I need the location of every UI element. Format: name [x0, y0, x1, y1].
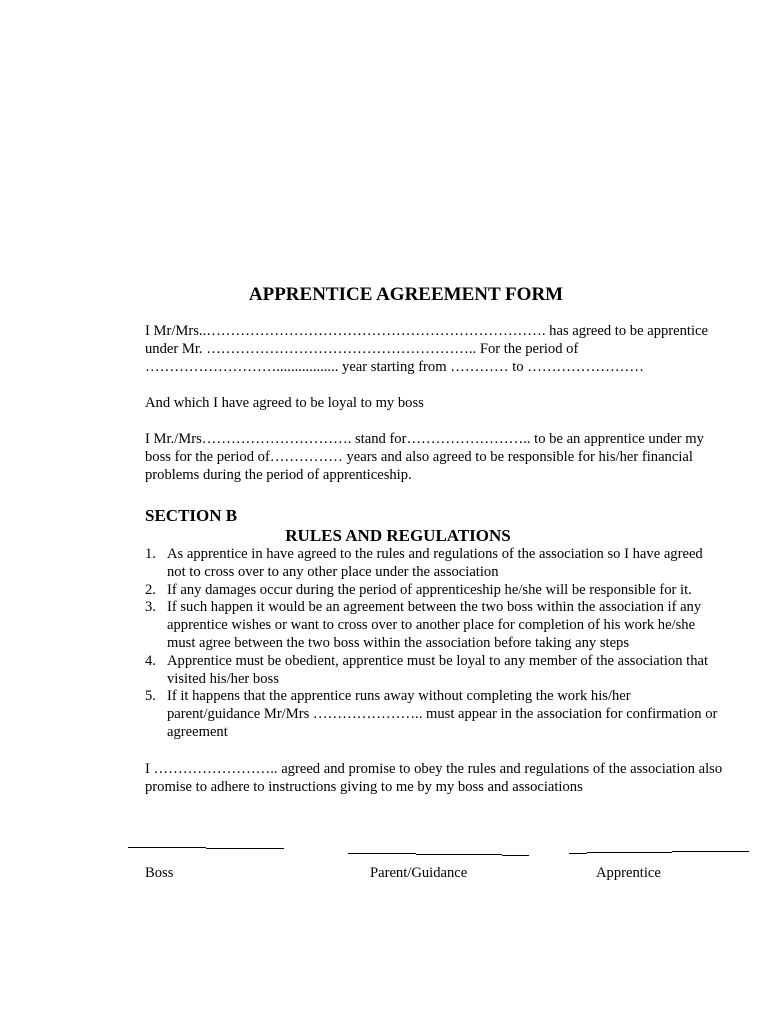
apprentice-signature-line-segment — [587, 852, 672, 853]
apprentice-signature-label: Apprentice — [596, 865, 661, 881]
parent-signature-label: Parent/Guidance — [370, 865, 468, 881]
parent-signature-line-segment — [416, 854, 502, 855]
loyalty-paragraph: And which I have agreed to be loyal to my boss — [145, 395, 424, 411]
list-number: 3. — [145, 599, 156, 616]
boss-signature-line-segment — [206, 848, 284, 849]
apprentice-signature-line-segment — [672, 851, 749, 852]
list-number: 1. — [145, 546, 156, 562]
apprentice-signature-line — [569, 853, 587, 854]
intro-paragraph: I Mr/Mrs..……………………………………………………………. has agreed to be apprentice under Mr. ……………………………………………….. For the period of ………………………................. year starting from ………… to …………………… — [145, 323, 708, 375]
list-number: 4. — [145, 652, 156, 669]
parent-signature-line-segment — [502, 855, 529, 856]
list-number: 5. — [145, 688, 156, 705]
rule-text: Apprentice must be obedient, apprentice must be loyal to any member of the association that visited his/her boss — [167, 652, 709, 687]
rule-text: If any damages occur during the period of apprenticeship he/she will be responsible for it. — [167, 581, 692, 598]
boss-signature-line — [128, 847, 206, 848]
list-item — [145, 582, 720, 600]
section-b-heading: SECTION B — [145, 506, 238, 525]
promise-paragraph: I …………………….. agreed and promise to obey the rules and regulations of the association also promise to adhere to instructions giving to me by my boss and associations — [145, 761, 723, 795]
rules-list — [145, 546, 720, 742]
list-item — [145, 599, 720, 652]
rule-text: If it happens that the apprentice runs away without completing the work his/her parent/guidance Mr/Mrs ………………….. must appear in the association for confirmation or agreement — [167, 688, 718, 740]
list-number: 2. — [145, 581, 156, 598]
boss-signature-label: Boss — [145, 865, 174, 881]
form-title: APPRENTICE AGREEMENT FORM — [248, 284, 564, 305]
list-item — [145, 546, 720, 582]
sponsor-paragraph: I Mr./Mrs…………………………. stand for…………………….. to be an apprentice under my boss for the period of…………… years and also agreed to be responsible for his/her financial problems during the period of apprenticeship. — [145, 431, 704, 483]
list-item — [145, 688, 720, 741]
rule-text: If such happen it would be an agreement between the two boss within the association if any apprentice wishes or want to cross over to another place for completion of his work he/she must agree between the two boss within the association before taking any steps — [167, 599, 702, 651]
rule-text: As apprentice in have agreed to the rules and regulations of the association so I have agreed not to cross over to any other place under the association — [167, 546, 703, 580]
rules-heading: RULES AND REGULATIONS — [285, 526, 511, 545]
list-item — [145, 653, 720, 689]
parent-signature-line — [348, 853, 416, 854]
